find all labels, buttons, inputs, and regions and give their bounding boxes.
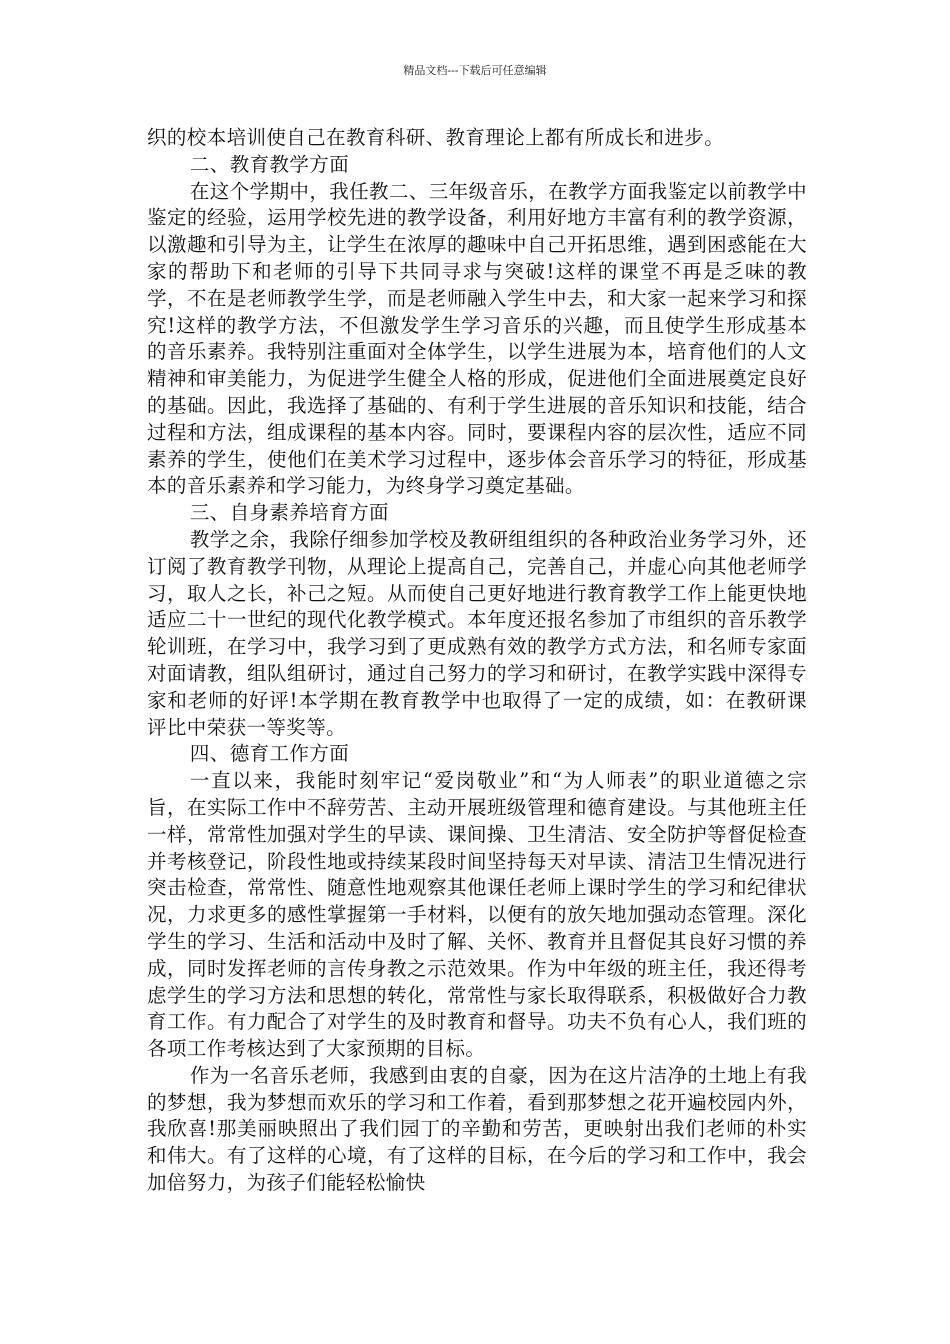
section-heading-teaching: 二、教育教学方面 bbox=[189, 152, 350, 176]
paragraph-self-improvement: 教学之余，我除仔细参加学校及教研组组织的各种政治业务学习外，还订阅了教育教学刊物，从理论上提高自己，完善自己，并虚心向其他老师学习，取人之长，补己之短。从而使自己更好地进行教育教学工作上能更快地适应二十一世纪的现代化教学模式。本年度还报名参加了市组织的音乐教学轮训班，在学习中，我学习到了更成熟有效的教学方式方法，和名师专家面对面请教，组队组研讨，通过自己努力的学习和研讨，在教学实践中深得专家和老师的好评!本学期在教育教学中也取得了一定的成绩，如：在教研课评比中荣获一等奖等。 bbox=[147, 527, 807, 739]
paragraph-closing: 作为一名音乐老师，我感到由衷的自豪，因为在这片洁净的土地上有我的梦想，我为梦想而欢乐的学习和工作着，看到那梦想之花开遍校园内外，我欣喜!那美丽映照出了我们园丁的辛勤和劳苦，更映射出我们老师的朴实和伟大。有了这样的心境，有了这样的目标，在今后的学习和工作中，我会加倍努力，为孩子们能轻松愉快 bbox=[147, 1063, 807, 1195]
paragraph-moral-education: 一直以来，我能时刻牢记“爱岗敬业”和“为人师表”的职业道德之宗旨，在实际工作中不辞劳苦、主动开展班级管理和德育建设。与其他班主任一样，常常性加强对学生的早读、课间操、卫生清洁、安全防护等督促检查并考核登记，阶段性地或持续某段时间坚持每天对早读、清洁卫生情况进行突击检查，常常性、随意性地观察其他课任老师上课时学生的学习和纪律状况，力求更多的感性掌握第一手材料，以便有的放矢地加强动态管理。深化学生的学习、生活和活动中及时了解、关怀、教育并且督促其良好习惯的养成，同时发挥老师的言传身教之示范效果。作为中年级的班主任，我还得考虑学生的学习方法和思想的转化，常常性与家长取得联系，积极做好合力教育工作。有力配合了对学生的及时教育和督导。功夫不负有心人，我们班的各项工作考核达到了大家预期的目标。 bbox=[147, 769, 807, 1061]
paragraph-continuation: 织的校本培训使自己在教育科研、教育理论上都有所成长和进步。 bbox=[147, 126, 725, 149]
paragraph-teaching: 在这个学期中，我任教二、三年级音乐，在教学方面我鉴定以前教学中鉴定的经验，运用学校先进的教学设备，利用好地方丰富有利的教学资源，以激趣和引导为主，让学生在浓厚的趣味中自己开拓思维，遇到困惑能在大家的帮助下和老师的引导下共同寻求与突破!这样的课堂不再是乏味的教学，不在是老师教学生学，而是老师融入学生中去，和大家一起来学习和探究!这样的教学方法，不但激发学生学习音乐的兴趣，而且使学生形成基本的音乐素养。我特别注重面对全体学生，以学生进展为本，培育他们的人文精神和审美能力，为促进学生健全人格的形成，促进他们全面进展奠定良好的基础。因此，我选择了基础的、有利于学生进展的音乐知识和技能，结合过程和方法，组成课程的基本内容。同时，要课程内容的层次性，适应不同素养的学生，使他们在美术学习过程中，逐步体会音乐学习的特征，形成基本的音乐素养和学习能力，为终身学习奠定基础。 bbox=[147, 179, 807, 498]
document-body bbox=[147, 125, 807, 1197]
section-heading-moral-education: 四、德育工作方面 bbox=[189, 742, 350, 766]
page-header: 精品文档---下载后可任意编辑 bbox=[403, 64, 547, 77]
section-heading-self-improvement: 三、自身素养培育方面 bbox=[189, 501, 389, 525]
